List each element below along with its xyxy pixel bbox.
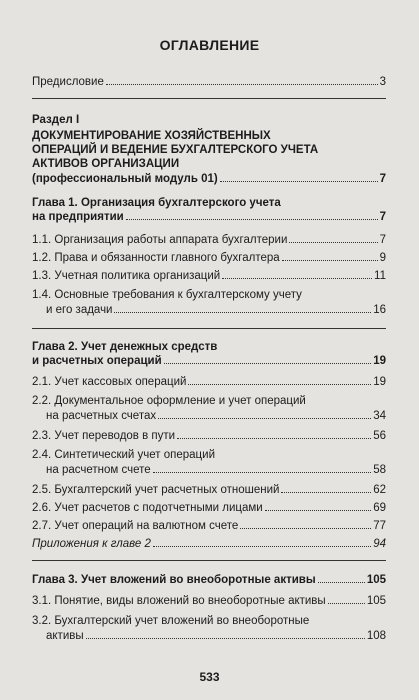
entry-number: 2.1. (32, 376, 52, 388)
entry-text: Приложения к главе 2 (32, 538, 151, 550)
page-title: ОГЛАВЛЕНИЕ (159, 37, 260, 53)
entry-page: 62 (373, 484, 386, 496)
page-number: 533 (199, 670, 220, 684)
entry-page: 7 (379, 234, 386, 246)
leader-dots (177, 438, 371, 439)
entry-number: 2.7. (32, 520, 52, 532)
entry-text: Глава 3. Учет вложений во внеоборотные активы (32, 574, 316, 586)
leader-dots (106, 84, 378, 85)
entry-text: (профессиональный модуль 01) (32, 173, 218, 185)
entry-number: 1.2. (32, 252, 52, 264)
entry-text: Учет расчетов с подотчетными лицами (54, 502, 263, 514)
entry-page: 19 (373, 376, 386, 388)
entry-text-continued: и его задачи (46, 304, 113, 316)
entry-number: 2.4. (32, 449, 52, 461)
toc-entry (32, 394, 386, 424)
leader-dots (282, 260, 378, 261)
toc-entry (32, 519, 386, 534)
section-label: Раздел I (32, 114, 80, 126)
entry-page: 34 (373, 410, 386, 422)
entry-page: 16 (373, 304, 386, 316)
entry-text-continued: активы (46, 630, 84, 642)
toc-entry-appendix (32, 537, 386, 552)
toc-entry (32, 233, 386, 248)
entry-text: и расчетных операций (32, 355, 162, 367)
toc-entry (32, 501, 386, 516)
entry-text: Права и обязанности главного бухгалтера (54, 252, 280, 264)
leader-dots (281, 492, 371, 493)
toc-entry (32, 614, 386, 644)
entry-text: Учет операций на валютном счете (54, 520, 239, 532)
entry-text-continued: на расчетном счете (46, 464, 151, 476)
section-heading-line: АКТИВОВ ОРГАНИЗАЦИИ (32, 158, 180, 170)
section-heading-line: ОПЕРАЦИЙ И ВЕДЕНИЕ БУХГАЛТЕРСКОГО УЧЕТА (32, 144, 319, 156)
entry-page: 9 (379, 252, 386, 264)
chapter-title-entry (32, 354, 386, 369)
toc-entry (32, 269, 386, 284)
toc-entry (32, 483, 386, 498)
entry-page: 77 (373, 520, 386, 532)
toc-entry (32, 448, 386, 478)
leader-dots (153, 546, 371, 547)
entry-text: Бухгалтерский учет вложений во внеоборотные (54, 615, 310, 627)
entry-text: Учетная политика организаций (54, 270, 221, 282)
entry-page: 94 (373, 538, 386, 550)
chapter-title-entry (32, 573, 386, 588)
entry-text: Предисловие (32, 76, 104, 88)
section-module-entry (32, 172, 386, 187)
leader-dots (86, 638, 365, 639)
entry-text: Документальное оформление и учет операций (54, 395, 306, 407)
divider (32, 560, 386, 561)
entry-number: 2.3. (32, 430, 52, 442)
toc-entry (32, 594, 386, 609)
entry-text: Бухгалтерский учет расчетных отношений (54, 484, 280, 496)
chapter-title-entry (32, 210, 386, 225)
entry-page: 19 (373, 355, 386, 367)
entry-page: 108 (366, 630, 386, 642)
entry-page: 7 (379, 211, 386, 223)
entry-number: 1.1. (32, 234, 52, 246)
chapter-title: Глава 1. Организация бухгалтерского учета (32, 197, 281, 209)
leader-dots (188, 384, 371, 385)
toc-entry-preface (32, 75, 386, 90)
entry-number: 2.5. (32, 484, 52, 496)
entry-page: 7 (379, 173, 386, 185)
entry-page: 3 (379, 76, 386, 88)
section-heading-line: ДОКУМЕНТИРОВАНИЕ ХОЗЯЙСТВЕННЫХ (32, 130, 271, 142)
entry-page: 105 (366, 595, 386, 607)
entry-number: 1.4. (32, 289, 52, 301)
leader-dots (114, 312, 371, 313)
entry-page: 69 (373, 502, 386, 514)
entry-text: Синтетический учет операций (54, 449, 215, 461)
leader-dots (153, 472, 372, 473)
entry-number: 3.1. (32, 595, 52, 607)
entry-text: Понятие, виды вложений во внеоборотные активы (54, 595, 326, 607)
divider (32, 328, 386, 329)
chapter-title: Глава 2. Учет денежных средств (32, 341, 218, 353)
toc-entry (32, 288, 386, 318)
toc-entry (32, 375, 386, 390)
leader-dots (126, 219, 378, 220)
entry-page: 56 (373, 430, 386, 442)
entry-number: 3.2. (32, 615, 52, 627)
entry-number: 1.3. (32, 270, 52, 282)
leader-dots (164, 363, 372, 364)
entry-text: Организация работы аппарата бухгалтерии (54, 234, 288, 246)
entry-page: 58 (373, 464, 386, 476)
entry-text: Основные требования к бухгалтерскому учету (54, 289, 302, 301)
entry-page: 11 (374, 270, 386, 282)
leader-dots (240, 528, 371, 529)
entry-text: Учет переводов в пути (54, 430, 176, 442)
leader-dots (158, 418, 371, 419)
entry-text: на предприятии (32, 211, 124, 223)
leader-dots (220, 181, 378, 182)
leader-dots (328, 603, 365, 604)
divider (32, 98, 386, 99)
entry-text-continued: на расчетных счетах (46, 410, 157, 422)
entry-number: 2.2. (32, 395, 52, 407)
leader-dots (289, 242, 377, 243)
entry-page: 105 (366, 574, 386, 586)
leader-dots (265, 510, 371, 511)
entry-number: 2.6. (32, 502, 52, 514)
leader-dots (318, 582, 365, 583)
leader-dots (222, 278, 372, 279)
toc-entry (32, 251, 386, 266)
entry-text: Учет кассовых операций (54, 376, 187, 388)
toc-entry (32, 429, 386, 444)
